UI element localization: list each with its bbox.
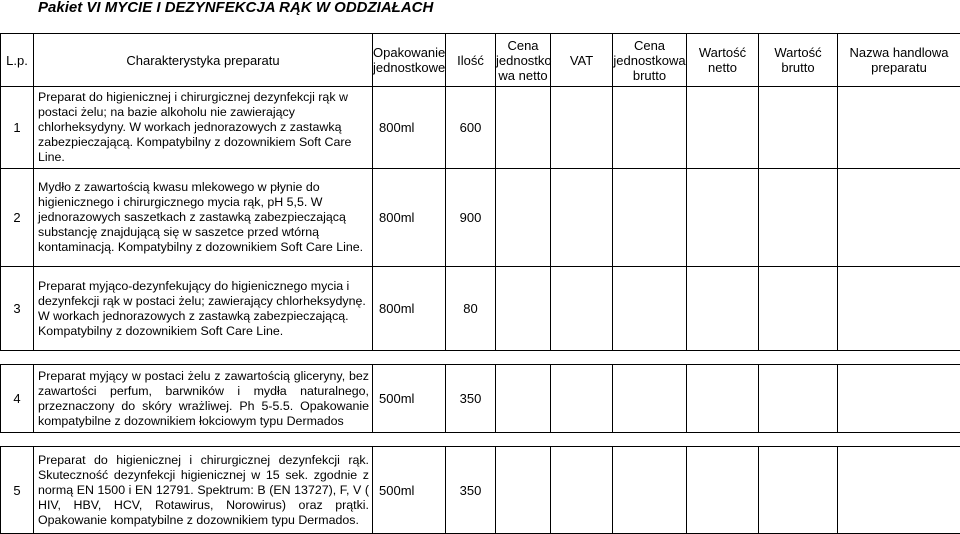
row-pack: 800ml — [373, 169, 446, 267]
row-quantity: 350 — [446, 447, 496, 534]
row-unit-price-net[interactable] — [496, 447, 551, 534]
row-trade-name[interactable] — [838, 365, 960, 433]
row-vat[interactable] — [551, 447, 613, 534]
row-quantity: 80 — [446, 267, 496, 351]
product-table — [0, 33, 960, 534]
row-value-gross[interactable] — [759, 87, 838, 169]
row-value-net[interactable] — [687, 87, 759, 169]
row-unit-price-gross[interactable] — [613, 87, 687, 169]
row-value-gross[interactable] — [759, 267, 838, 351]
row-quantity: 350 — [446, 365, 496, 433]
header-unit-price-net: Cena jednostko wa netto — [496, 34, 551, 87]
row-trade-name[interactable] — [838, 169, 960, 267]
spacer-cell — [1, 433, 960, 447]
row-lp: 4 — [1, 365, 34, 433]
row-value-net[interactable] — [687, 447, 759, 534]
row-quantity: 600 — [446, 87, 496, 169]
row-lp: 2 — [1, 169, 34, 267]
row-pack: 500ml — [373, 447, 446, 534]
row-trade-name[interactable] — [838, 267, 960, 351]
row-pack: 800ml — [373, 267, 446, 351]
row-description: Preparat do higienicznej i chirurgicznej dezynfekcji rąk w postaci żelu; na bazie alkoholu nie zawierający chlorheksydyny. W workach jednorazowych z zastawką zabezpieczającą. Kompatybilny z dozownikiem Soft Care Line. — [34, 87, 373, 169]
table-row — [1, 365, 960, 433]
row-unit-price-net[interactable] — [496, 87, 551, 169]
header-lp: L.p. — [1, 34, 34, 87]
row-description: Preparat myjący w postaci żelu z zawartością gliceryny, bez zawartości perfum, barwników i mydła naturalnego, przeznaczony do skóry wrażliwej. Ph 5-5.5. Opakowanie kompatybilne z dozownikiem łokciowym typu Dermados — [34, 365, 373, 433]
row-lp: 5 — [1, 447, 34, 534]
row-unit-price-net[interactable] — [496, 365, 551, 433]
row-value-net[interactable] — [687, 365, 759, 433]
row-value-net[interactable] — [687, 267, 759, 351]
row-vat[interactable] — [551, 267, 613, 351]
spacer-cell — [1, 351, 960, 365]
row-value-gross[interactable] — [759, 169, 838, 267]
row-lp: 3 — [1, 267, 34, 351]
row-description: Preparat do higienicznej i chirurgicznej dezynfekcji rąk. Skuteczność dezynfekcji higienicznej w 15 sek. zgodnie z normą EN 1500 i EN 12791. Spektrum: B (EN 13727), F, V ( HIV, HBV, HCV, Rotawirus, Norowirus) oraz prątki. Opakowanie kompatybilne z dozownikiem typu Dermados. — [34, 447, 373, 534]
row-value-net[interactable] — [687, 169, 759, 267]
row-trade-name[interactable] — [838, 87, 960, 169]
row-description: Mydło z zawartością kwasu mlekowego w płynie do higienicznego i chirurgicznego mycia rąk, pH 5,5. W jednorazowych saszetkach z zastawką zabezpieczającą substancję znajdującą się w saszetce przed wtórną kontaminacją. Kompatybilny z dozownikiem Soft Care Line. — [34, 169, 373, 267]
row-unit-price-gross[interactable] — [613, 267, 687, 351]
header-unit-pack: Opakowanie jednostkowe — [373, 34, 446, 87]
row-pack: 800ml — [373, 87, 446, 169]
row-unit-price-gross[interactable] — [613, 365, 687, 433]
row-unit-price-net[interactable] — [496, 267, 551, 351]
row-spacer — [1, 433, 960, 447]
row-trade-name[interactable] — [838, 447, 960, 534]
header-unit-price-gross: Cena jednostkowa brutto — [613, 34, 687, 87]
table-row — [1, 169, 960, 267]
table-header-row — [1, 34, 960, 87]
row-unit-price-gross[interactable] — [613, 169, 687, 267]
page-title: Pakiet VI MYCIE I DEZYNFEKCJA RĄK W ODDZIAŁACH — [38, 0, 433, 16]
table-row — [1, 267, 960, 351]
row-pack: 500ml — [373, 365, 446, 433]
header-quantity: Ilość — [446, 34, 496, 87]
row-value-gross[interactable] — [759, 365, 838, 433]
header-vat: VAT — [551, 34, 613, 87]
row-vat[interactable] — [551, 169, 613, 267]
row-quantity: 900 — [446, 169, 496, 267]
row-value-gross[interactable] — [759, 447, 838, 534]
header-trade-name: Nazwa handlowa preparatu — [838, 34, 960, 87]
row-vat[interactable] — [551, 365, 613, 433]
table-row — [1, 447, 960, 534]
row-vat[interactable] — [551, 87, 613, 169]
header-value-gross: Wartość brutto — [759, 34, 838, 87]
row-lp: 1 — [1, 87, 34, 169]
row-spacer — [1, 351, 960, 365]
header-value-net: Wartość netto — [687, 34, 759, 87]
row-unit-price-gross[interactable] — [613, 447, 687, 534]
row-description: Preparat myjąco-dezynfekujący do higienicznego mycia i dezynfekcji rąk w postaci żelu; zawierający chlorheksydynę. W workach jednorazowych z zastawką zabezpieczającą. Kompatybilny z dozownikiem Soft Care Line. — [34, 267, 373, 351]
header-characteristics: Charakterystyka preparatu — [34, 34, 373, 87]
row-unit-price-net[interactable] — [496, 169, 551, 267]
table-row — [1, 87, 960, 169]
